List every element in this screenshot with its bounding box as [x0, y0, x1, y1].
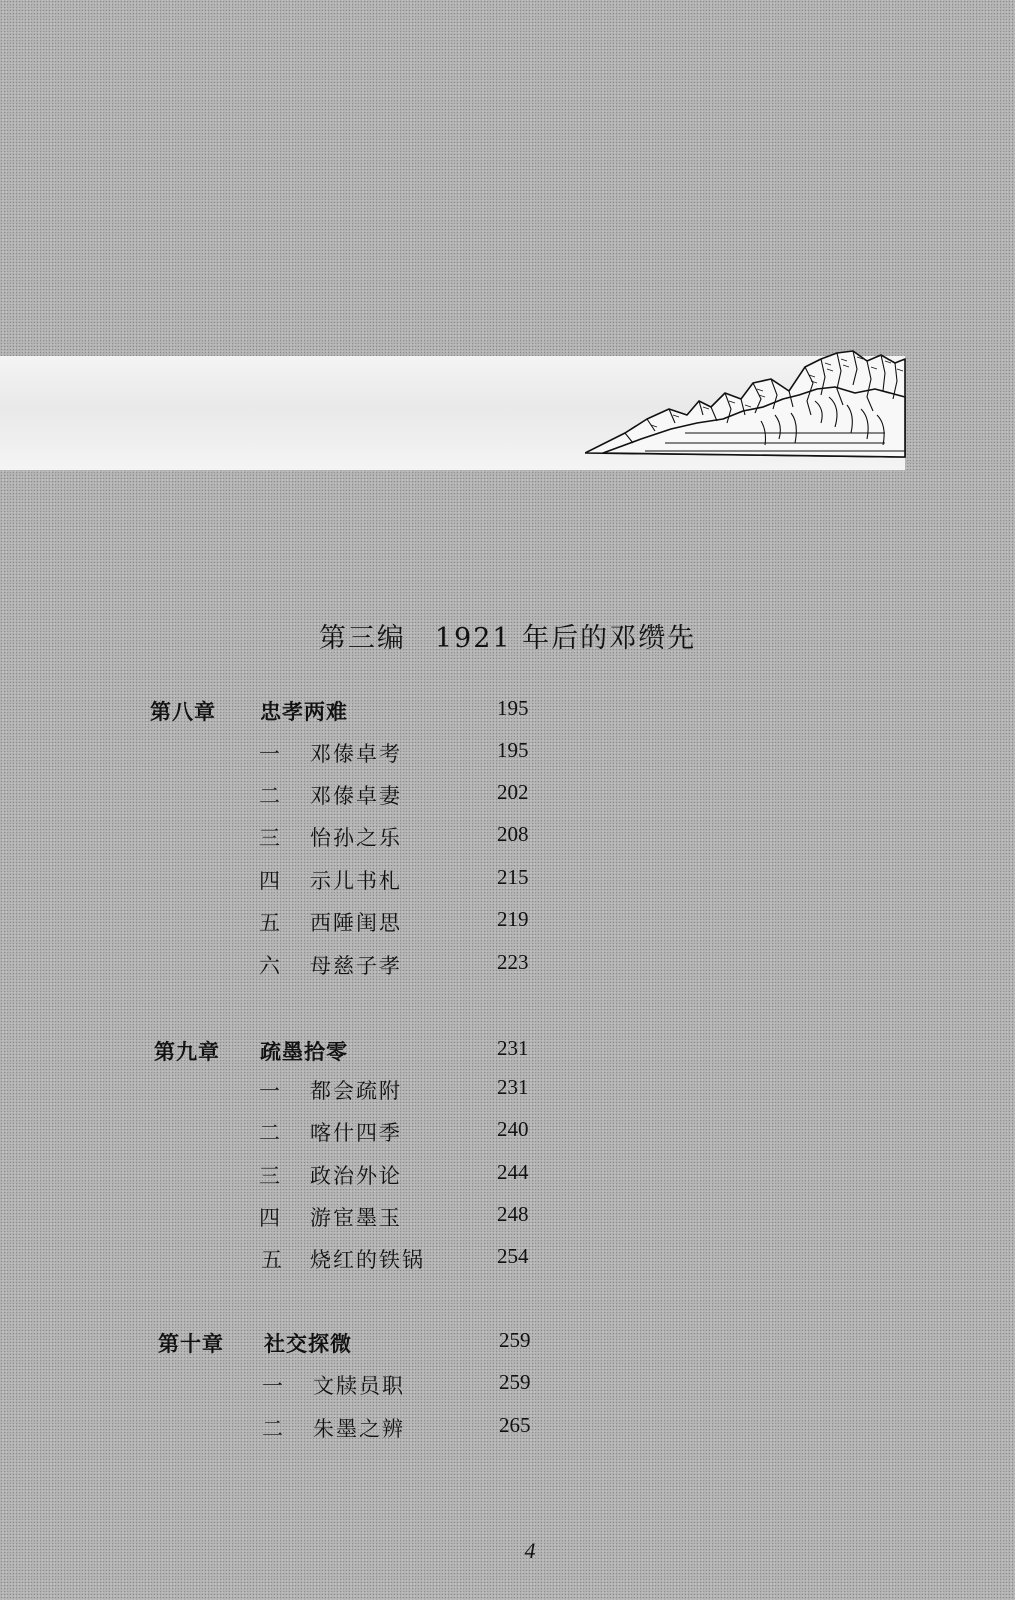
chapter-page: 195: [497, 696, 529, 720]
section-page: 265: [499, 1413, 531, 1437]
section-number: 二: [259, 784, 280, 808]
chapter-name: 疏墨拾零: [260, 1040, 348, 1064]
section-number: 二: [259, 1121, 280, 1145]
section-page: 219: [497, 907, 529, 931]
chapter-page: 259: [499, 1328, 531, 1352]
section-title: 朱墨之辨: [313, 1417, 405, 1441]
section-title: 烧红的铁锅: [310, 1248, 425, 1272]
section-title: 母慈子孝: [310, 954, 402, 978]
section-number: 三: [259, 1164, 280, 1188]
part-title: 第三编 1921 年后的邓缵先: [318, 623, 697, 654]
section-page: 231: [497, 1075, 529, 1099]
chapter-label: 第八章: [150, 700, 216, 724]
section-page: 223: [497, 950, 529, 974]
section-page: 215: [497, 865, 529, 889]
section-title: 游宦墨玉: [310, 1206, 402, 1230]
section-title: 都会疏附: [310, 1079, 402, 1103]
section-number: 五: [259, 911, 280, 935]
section-number: 三: [259, 826, 280, 850]
section-title: 怡孙之乐: [310, 826, 402, 850]
section-page: 208: [497, 822, 529, 846]
section-number: 一: [259, 1079, 280, 1103]
section-title: 示儿书札: [310, 869, 402, 893]
section-number: 五: [261, 1248, 282, 1272]
section-page: 244: [497, 1160, 529, 1184]
section-page: 240: [497, 1117, 529, 1141]
chapter-label: 第十章: [158, 1332, 224, 1356]
section-number: 一: [259, 742, 280, 766]
section-number: 二: [262, 1417, 283, 1441]
section-number: 四: [259, 869, 280, 893]
chapter-label: 第九章: [154, 1040, 220, 1064]
section-page: 248: [497, 1202, 529, 1226]
section-page: 195: [497, 738, 529, 762]
section-page: 202: [497, 780, 529, 804]
chapter-name: 忠孝两难: [260, 700, 348, 724]
chapter-name: 社交探微: [264, 1332, 352, 1356]
section-title: 邓傣卓妻: [310, 784, 402, 808]
section-number: 一: [262, 1374, 283, 1398]
section-page: 259: [499, 1370, 531, 1394]
section-number: 六: [259, 954, 280, 978]
mountain-landscape-icon: [585, 349, 907, 471]
section-title: 邓傣卓考: [310, 742, 402, 766]
section-title: 西陲闺思: [310, 911, 402, 935]
chapter-page: 231: [497, 1036, 529, 1060]
section-number: 四: [259, 1206, 280, 1230]
page-number: 4: [524, 1538, 536, 1563]
section-title: 文牍员职: [313, 1374, 405, 1398]
section-page: 254: [497, 1244, 529, 1268]
section-title: 政治外论: [310, 1164, 402, 1188]
section-title: 喀什四季: [310, 1121, 402, 1145]
